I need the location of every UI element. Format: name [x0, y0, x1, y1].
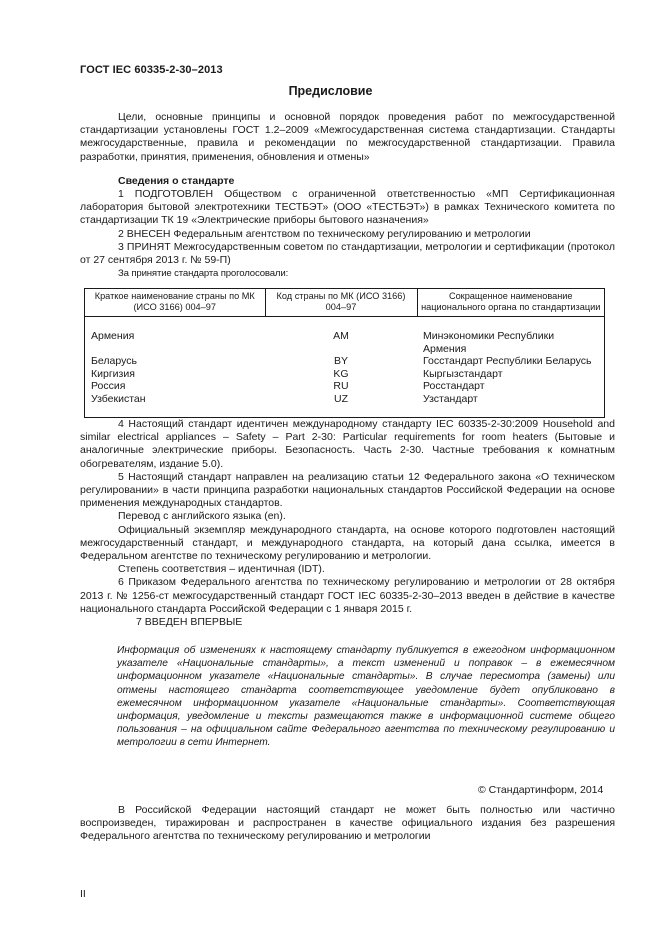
item-directed: 5 Настоящий стандарт направлен на реализацию статьи 12 Федерального закона «О техническом регулировании» в части принципа разработки национальных стандартов Российской Федерации на основе применения международных стандартов. [80, 470, 615, 510]
table-header-body: Сокращенное наименование национального органа по стандартизации [417, 289, 605, 317]
standards-body: Росстандарт [423, 380, 485, 393]
item-identical: 4 Настоящий стандарт идентичен международному стандарту IEC 60335-2-30:2009 Household and similar electrical appliances – Safety – Part 2-30: Particular requirements for room heaters (Бытовые и аналогичные электрические приборы. Безопасность. Часть 2-30. Частные требования к комнатным обогревателям, издание 5.0). [80, 418, 615, 470]
country-name: Узбекистан [91, 392, 146, 405]
table-row [85, 368, 605, 381]
country-code: UZ [334, 392, 348, 405]
country-code: KG [333, 367, 349, 380]
country-name: Армения [91, 330, 135, 342]
table-header-country: Краткое наименование страны по МК (ИСО 3166) 004–97 [85, 289, 266, 317]
country-name: Беларусь [91, 355, 137, 368]
country-code: BY [333, 355, 348, 368]
standard-info-block [80, 188, 615, 280]
item-adopted: 3 ПРИНЯТ Межгосударственным советом по стандартизации, метрологии и сертификации (протокол от 27 сентября 2013 г. № 59-П) [80, 240, 615, 267]
item-conformity: Степень соответствия – идентичная (IDT). [118, 563, 325, 576]
item-order: 6 Приказом Федерального агентства по техническому регулированию и метрологии от 28 октября 2013 г. № 1256-ст межгосударственный стандарт ГОСТ IEC 60335-2-30–2013 введен в действие в качестве национального стандарта Российской Федерации с 1 января 2015 г. [80, 576, 615, 615]
document-code: ГОСТ IEC 60335-2-30–2013 [80, 64, 223, 76]
item-translation: Перевод с английского языка (en). [118, 510, 286, 523]
country-name: Россия [91, 380, 126, 393]
item-introduced-first: 7 ВВЕДЕН ВПЕРВЫЕ [136, 616, 243, 629]
item-prepared: 1 ПОДГОТОВЛЕН Обществом с ограниченной ответственностью «МП Сертификационная лаборатория бытовой электротехники ТЕСТБЭТ» (ООО «ТЕСТБЭТ») в рамках Технического комитета по стандартизации ТК 19 «Электрические приборы бытового назначения» [80, 188, 615, 227]
page-title: Предисловие [288, 84, 373, 98]
country-code: RU [333, 380, 349, 393]
table-header-code: Код страны по МК (ИСО 3166) 004–97 [265, 289, 417, 317]
standards-body: Кыргызстандарт [423, 367, 503, 380]
item-submitted: 2 ВНЕСЕН Федеральным агентством по техническому регулированию и метрологии [118, 227, 531, 240]
standard-details-block [80, 418, 615, 629]
table-row [85, 355, 605, 368]
intro-block [80, 111, 615, 164]
section-heading: Сведения о стандарте [118, 175, 235, 187]
reproduction-notice: В Российской Федерации настоящий стандарт не может быть полностью или частично воспроизведен, тиражирован и распространен в качестве официального издания без разрешения Федерального агентства по техническому регулированию и метрологии [80, 804, 615, 843]
standards-body: Узстандарт [423, 392, 478, 405]
table-row [85, 317, 605, 356]
table-row [85, 380, 605, 393]
item-official-copy: Официальный экземпляр международного стандарта, на основе которого подготовлен настоящий межгосударственный стандарт, и международного стандарта, на который дана ссылка, имеется в Федеральном агентстве по техническому регулированию и метрологии. [80, 523, 615, 563]
table-row [85, 393, 605, 417]
info-note: Информация об изменениях к настоящему стандарту публикуется в ежегодном информационном указателе «Национальные стандарты», а текст изменений и поправок – в ежемесячном информационном указателе «Национальные стандарты». В случае пересмотра (замены) или отмены настоящего стандарта соответствующее уведомление будет опубликовано в ежемесячном информационном указателе «Национальные стандарты». Соответствующая информация, уведомление и тексты размещаются также в информационной системе общего пользования – на официальном сайте Федерального агентства по техническому регулированию и метрологии в сети Интернет. [117, 645, 615, 749]
voted-label: За принятие стандарта проголосовали: [118, 268, 289, 280]
intro-paragraph: Цели, основные принципы и основной порядок проведения работ по межгосударственной стандартизации установлены ГОСТ 1.2–2009 «Межгосударственная система стандартизации. Стандарты межгосударственные, правила и рекомендации по межгосударственной стандартизации. Правила разработки, принятия, применения, обновления и отмены» [80, 111, 615, 163]
country-code: AM [333, 330, 349, 342]
standards-body: Госстандарт Республики Беларусь [423, 355, 592, 368]
countries-table [84, 288, 605, 418]
standards-body: Минэкономики Республики Армения [423, 330, 555, 355]
page-number: II [80, 888, 86, 900]
table-header-row [85, 289, 605, 317]
copyright: © Стандартинформ, 2014 [478, 784, 604, 796]
country-name: Киргизия [91, 367, 135, 380]
